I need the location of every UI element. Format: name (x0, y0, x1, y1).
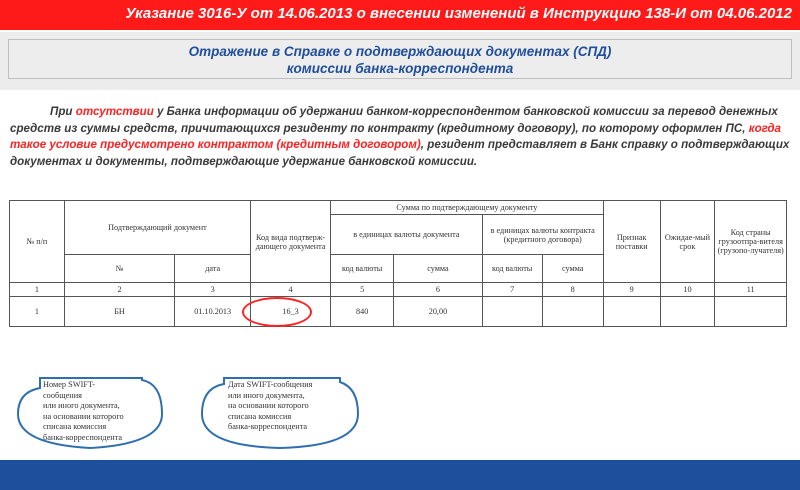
col-num: 6 (394, 283, 482, 297)
th-doc-date: дата (175, 255, 251, 283)
th-sum: Сумма по подтверждающему документу (331, 201, 604, 215)
callout-line: сообщения (43, 390, 82, 400)
para-highlight-2: когда такое условие предусмотрено контрактом (кредитным договором) (10, 121, 782, 151)
callout-left-text (43, 380, 124, 443)
th-currency-code-1: код валюты (331, 255, 394, 283)
th-currency-code-2: код валюты (482, 255, 542, 283)
callout-line: списана комиссия (43, 422, 107, 431)
para-text-2: у Банка информации об удержании банком-корреспондентом банковской комиссии за перевод денежных средств из суммы средств, причитающихся резиденту по контракту (кредитному договору), по которому оформлен ПС, (10, 105, 778, 135)
highlight-ellipse (242, 297, 312, 327)
col-num: 2 (64, 283, 175, 297)
body-paragraph (10, 104, 790, 170)
th-document: Подтверждающий документ (64, 201, 250, 255)
subtitle-line-2: комиссии банка-корреспондента (286, 61, 514, 76)
para-text-3: , резидент представляет в Банк справку о подтверждающих документах и документы, подтверждающие удержание банковской комиссии. (10, 138, 790, 168)
callout-line: или иного документа, (43, 401, 120, 410)
col-num: 7 (482, 283, 542, 297)
col-num: 8 (542, 283, 603, 297)
header-title: Указание 3016-У от 14.06.2013 о внесении изменений в Инструкцию 138-И от 04.06.2012 (125, 5, 792, 22)
col-num: 9 (603, 283, 660, 297)
cell-currency-code: 840 (331, 297, 394, 327)
th-delivery-sign: Признак поставки (603, 201, 660, 283)
header-bar (0, 0, 800, 30)
col-num: 5 (331, 283, 394, 297)
cell-amount: 20,00 (394, 297, 482, 327)
callout-swift-number (10, 376, 170, 451)
th-amount-2: сумма (542, 255, 603, 283)
cell-doc-date: 01.10.2013 (175, 297, 251, 327)
callout-line: или иного документа, (228, 390, 305, 400)
th-amount-1: сумма (394, 255, 482, 283)
col-num: 4 (251, 283, 331, 297)
subtitle-box (8, 39, 792, 79)
th-sum-contract-currency: в единицах валюты контракта (кредитного договора) (482, 215, 603, 255)
cell-row-number: 1 (10, 297, 65, 327)
column-numbers-row (10, 283, 787, 297)
cell-doc-number: БН (64, 297, 175, 327)
para-highlight-1: отсутствии (75, 105, 154, 118)
cell-empty (715, 297, 787, 327)
callout-right-text (228, 380, 312, 433)
callout-line: Дата SWIFT-сообщения (228, 380, 313, 389)
callout-line: Номер SWIFT- (43, 380, 96, 389)
table-row (10, 297, 787, 327)
col-num: 10 (660, 283, 715, 297)
th-doc-number: № (64, 255, 175, 283)
cell-empty (660, 297, 715, 327)
callout-line: банка-корреспондента (43, 432, 123, 442)
cell-doc-kind-code: 16_3 (251, 297, 331, 327)
cell-empty (482, 297, 542, 327)
th-doc-kind-code: Код вида подтверж-дающего документа (251, 201, 331, 283)
footer-bar (0, 460, 800, 490)
cell-empty (603, 297, 660, 327)
documents-table (9, 200, 787, 327)
th-sum-doc-currency: в единицах валюты документа (331, 215, 483, 255)
callout-swift-date (198, 376, 360, 451)
para-text-1: При (50, 105, 76, 118)
cell-empty (542, 297, 603, 327)
col-num: 3 (175, 283, 251, 297)
th-row-number: № п/п (10, 201, 65, 283)
th-expected-term: Ожидае-мый срок (660, 201, 715, 283)
th-country-code: Код страны грузоотпра-вителя (грузопо-лучателя) (715, 201, 787, 283)
callout-line: на основании которого (43, 411, 124, 421)
callout-line: на основании которого (228, 401, 309, 410)
col-num: 1 (10, 283, 65, 297)
subtitle-line-1: Отражение в Справке о подтверждающих документах (СПД) (188, 44, 612, 59)
callout-line: списана комиссия (228, 411, 292, 421)
callout-line: банка-корреспондента (228, 422, 308, 431)
col-num: 11 (715, 283, 787, 297)
